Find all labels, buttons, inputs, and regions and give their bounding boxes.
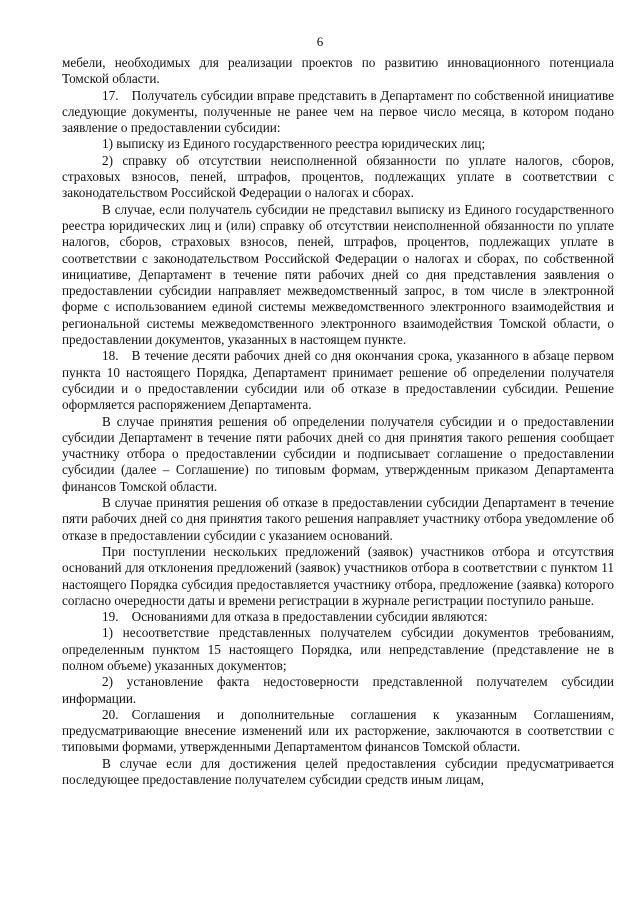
paragraph-decision-refusal: В случае принятия решения об отказе в предоставлении субсидии Департамент в течение пяти рабочих дней со дня принятия такого решения направляет участнику отбора уведомление об отказе в предоставлении субсидии с указанием оснований. [62, 495, 614, 543]
paragraph-interagency-request: В случае, если получатель субсидии не представил выписку из Единого государственного реестра юридических лиц и (или) справку об отсутствии неисполненной обязанности по уплате налогов, сборов, страховых взносов, пеней, штрафов, процентов, подлежащих уплате в соответствии с законодательством Российской Федерации о налогах и сборах, по собственной инициативе, Департамент в течение пяти рабочих дней со дня представления заявления о предоставлении субсидии направляет межведомственный запрос, в том числе в электронной форме с использованием единой системы межведомственного электронного взаимодействия и региональной системы межведомственного электронного взаимодействия Томской области, о предоставлении документов, указанных в настоящем пункте. [62, 201, 614, 348]
page-number: 6 [316, 34, 324, 49]
paragraph-continuation: мебели, необходимых для реализации проектов по развитию инновационного потенциала Томской области. [62, 55, 614, 87]
paragraph-item-1: 1) выписку из Единого государственного реестра юридических лиц; [102, 136, 486, 152]
paragraph-refusal-reason-2: 2) установление факта недостоверности представленной получателем субсидии информации. [62, 674, 614, 706]
paragraph-clause-20: 20. Соглашения и дополнительные соглашения к указанным Соглашениям, предусматривающие внесение изменений или их расторжение, заключаются в соответствии с типовыми формами, утвержденными Департаментом финансов Томской области. [62, 706, 614, 755]
paragraph-clause-17: 17. Получатель субсидии вправе представить в Департамент по собственной инициативе следующие документы, полученные не ранее чем на первое число месяца, в котором подано заявление о предоставлении субсидии: [62, 87, 614, 136]
document-body [62, 55, 614, 788]
paragraph-further-provision: В случае если для достижения целей предоставления субсидии предусматривается последующее предоставление получателем субсидии средств иным лицам, [62, 755, 614, 788]
paragraph-clause-19: 19. Основаниями для отказа в предоставлении субсидии являются: [102, 609, 488, 625]
paragraph-refusal-reason-1: 1) несоответствие представленных получателем субсидии документов требованиям, определенным пунктом 15 настоящего Порядка, или непредставление (представление не в полном объеме) указанных документов; [62, 625, 614, 673]
paragraph-item-2: 2) справку об отсутствии неисполненной обязанности по уплате налогов, сборов, страховых взносов, пеней, штрафов, процентов, подлежащих уплате в соответствии с законодательством Российской Федерации о налогах и сборах. [62, 152, 614, 201]
paragraph-multiple-applications: При поступлении нескольких предложений (заявок) участников отбора и отсутствия оснований для отклонения предложений (заявок) участников отбора в соответствии с пунктом 11 настоящего Порядка субсидия предоставляется участнику отбора, предложение (заявка) которого согласно очередности даты и времени регистрации в журнале регистрации поступило раньше. [62, 543, 614, 608]
paragraph-clause-18: 18. В течение десяти рабочих дней со дня окончания срока, указанного в абзаце первом пункта 10 настоящего Порядка, Департамент принимает решение об определении получателя субсидии и о предоставлении субсидии или об отказе в предоставлении субсидии. Решение оформляется распоряжением Департамента. [62, 348, 614, 413]
paragraph-decision-grant: В случае принятия решения об определении получателя субсидии и о предоставлении субсидии Департамент в течение пяти рабочих дней со дня принятия такого решения сообщает участнику отбора о предоставлении субсидии и подписывает соглашение о предоставлении субсидии (далее – Соглашение) по типовым формам, утвержденным приказом Департамента финансов Томской области. [62, 413, 614, 494]
